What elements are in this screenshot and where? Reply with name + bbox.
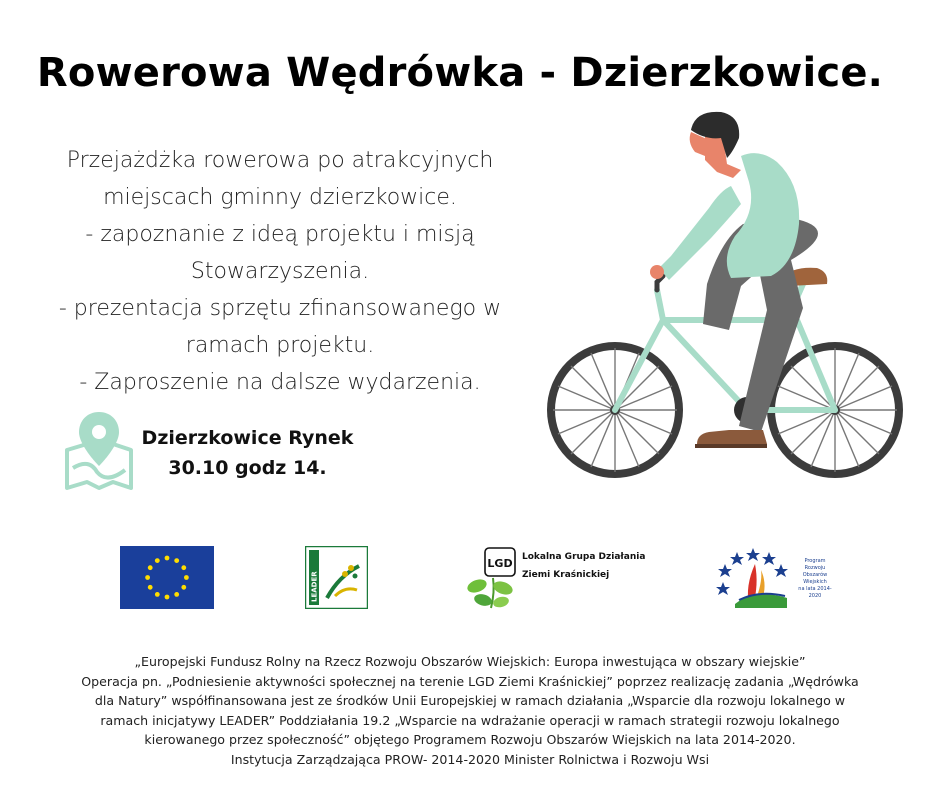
footer-line: kierowanego przez społeczność” objętego Programem Rozwoju Obszarów Wiejskich na lata 2014-2020.	[144, 732, 796, 747]
eu-flag-logo	[120, 546, 214, 609]
cyclist-on-bicycle-illustration	[545, 108, 905, 480]
footer-line: „Europejski Fundusz Rolny na Rzecz Rozwoju Obszarów Wiejskich: Europa inwestująca w obszary wiejskie”	[134, 654, 806, 669]
prow-text-line: Wiejskich	[803, 579, 827, 585]
prow-text-line: Rozwoju	[804, 565, 826, 571]
prow-text-line: Obszarów	[802, 572, 828, 578]
description-line: - Zaproszenie na dalsze wydarzenia.	[79, 370, 481, 395]
footer-line: ramach inicjatywy LEADER” Poddziałania 19.2 „Wsparcie na wdrażanie operacji w ramach strategii rozwoju lokalnego	[100, 712, 840, 728]
event-place: Dzierzkowice Rynek	[141, 427, 354, 449]
description-line: ramach projektu.	[185, 333, 375, 358]
lgd-name-line: Ziemi Kraśnickiej	[522, 570, 610, 580]
prow-2014-2020-logo	[715, 544, 830, 612]
prow-text-line: Program	[804, 558, 826, 564]
lgd-mark: LGD	[487, 557, 513, 570]
event-datetime: 30.10 godz 14.	[168, 457, 327, 479]
footer-line: Operacja pn. „Podniesienie aktywności społecznej na terenie LGD Ziemi Kraśnickiej” poprzez realizację zadania „Wędrówka	[81, 673, 859, 689]
description-line: miejscach gminny dzierzkowice.	[103, 185, 457, 210]
page-title: Rowerowa Wędrówka - Dzierzkowice.	[36, 50, 884, 96]
leader-text: LEADER	[310, 571, 319, 602]
prow-text	[795, 558, 835, 600]
lgd-name	[522, 548, 645, 584]
footer-line: Instytucja Zarządzająca PROW- 2014-2020 Minister Rolnictwa i Rozwoju Wsi	[230, 751, 710, 767]
event-description	[30, 142, 530, 401]
lgd-name-line: Lokalna Grupa Działania	[522, 552, 646, 562]
funding-disclaimer	[40, 652, 900, 769]
description-line: Stowarzyszenia.	[190, 259, 370, 284]
description-line: Przejażdżka rowerowa po atrakcyjnych	[66, 148, 494, 173]
description-line: - zapoznanie z ideą projektu i misją	[85, 222, 475, 247]
prow-text-line: na lata 2014-2020	[798, 586, 832, 599]
event-location	[120, 423, 375, 483]
description-line: - prezentacja sprzętu zfinansowanego w	[58, 296, 502, 321]
footer-line: dla Natury” współfinansowana jest ze środków Unii Europejskiej w ramach działania „Wsparcie dla rozwoju lokalnego w	[94, 693, 846, 708]
leader-logo	[305, 546, 368, 609]
lgd-ziemi-krasnickiej-logo	[455, 544, 646, 612]
